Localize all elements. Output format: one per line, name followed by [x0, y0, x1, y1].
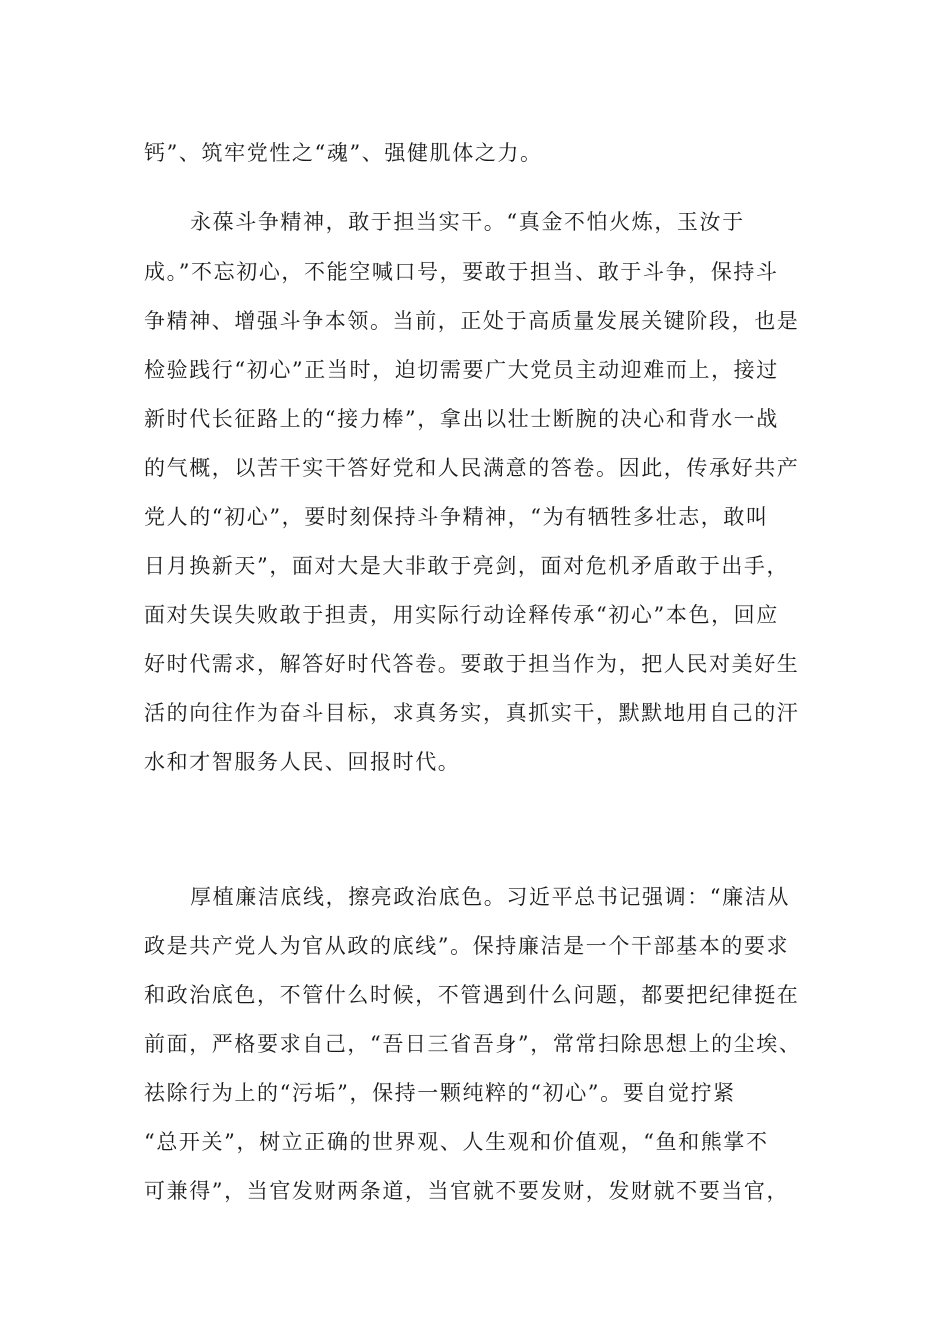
text-line: 永葆斗争精神，敢于担当实干。“真金不怕火炼，玉汝于 [190, 210, 745, 234]
text-line: 厚植廉洁底线，擦亮政治底色。习近平总书记强调：“廉洁从 [190, 885, 790, 909]
text-line: 的气概，以苦干实干答好党和人民满意的答卷。因此，传承好共产 [144, 456, 800, 480]
text-line: 新时代长征路上的“接力棒”，拿出以壮士断腕的决心和背水一战 [144, 407, 779, 431]
text-line: 日月换新天”，面对大是大非敢于亮剑，面对危机矛盾敢于出手， [144, 554, 790, 578]
text-line: “总开关”，树立正确的世界观、人生观和价值观，“鱼和熊掌不 [144, 1130, 769, 1154]
text-line: 水和才智服务人民、回报时代。 [144, 750, 461, 774]
text-line: 活的向往作为奋斗目标，求真务实，真抓实干，默默地用自己的汗 [144, 701, 800, 725]
text-line: 和政治底色，不管什么时候，不管遇到什么问题，都要把纪律挺在 [144, 983, 800, 1007]
text-line: 争精神、增强斗争本领。当前，正处于高质量发展关键阶段，也是 [144, 309, 800, 333]
text-line: 检验践行“初心”正当时，迫切需要广大党员主动迎难而上，接过 [144, 358, 779, 382]
text-line: 成。”不忘初心，不能空喊口号，要敢于担当、敢于斗争，保持斗 [144, 260, 779, 284]
text-line: 祛除行为上的“污垢”，保持一颗纯粹的“初心”。要自觉拧紧 [144, 1081, 736, 1105]
text-line: 钙”、筑牢党性之“魂”、强健肌体之力。 [144, 141, 543, 165]
text-line: 党人的“初心”，要时刻保持斗争精神，“为有牺牲多壮志，敢叫 [144, 505, 769, 529]
text-line: 政是共产党人为官从政的底线”。保持廉洁是一个干部基本的要求 [144, 934, 790, 958]
text-line: 前面，严格要求自己，“吾日三省吾身”，常常扫除思想上的尘埃、 [144, 1032, 802, 1056]
text-line [144, 796, 824, 826]
text-line: 可兼得”，当官发财两条道，当官就不要发财，发财就不要当官， [144, 1179, 790, 1203]
text-line: 好时代需求，解答好时代答卷。要敢于担当作为，把人民对美好生 [144, 652, 800, 676]
text-line: 面对失误失败敢于担责，用实际行动诠释传承“初心”本色，回应 [144, 603, 779, 627]
